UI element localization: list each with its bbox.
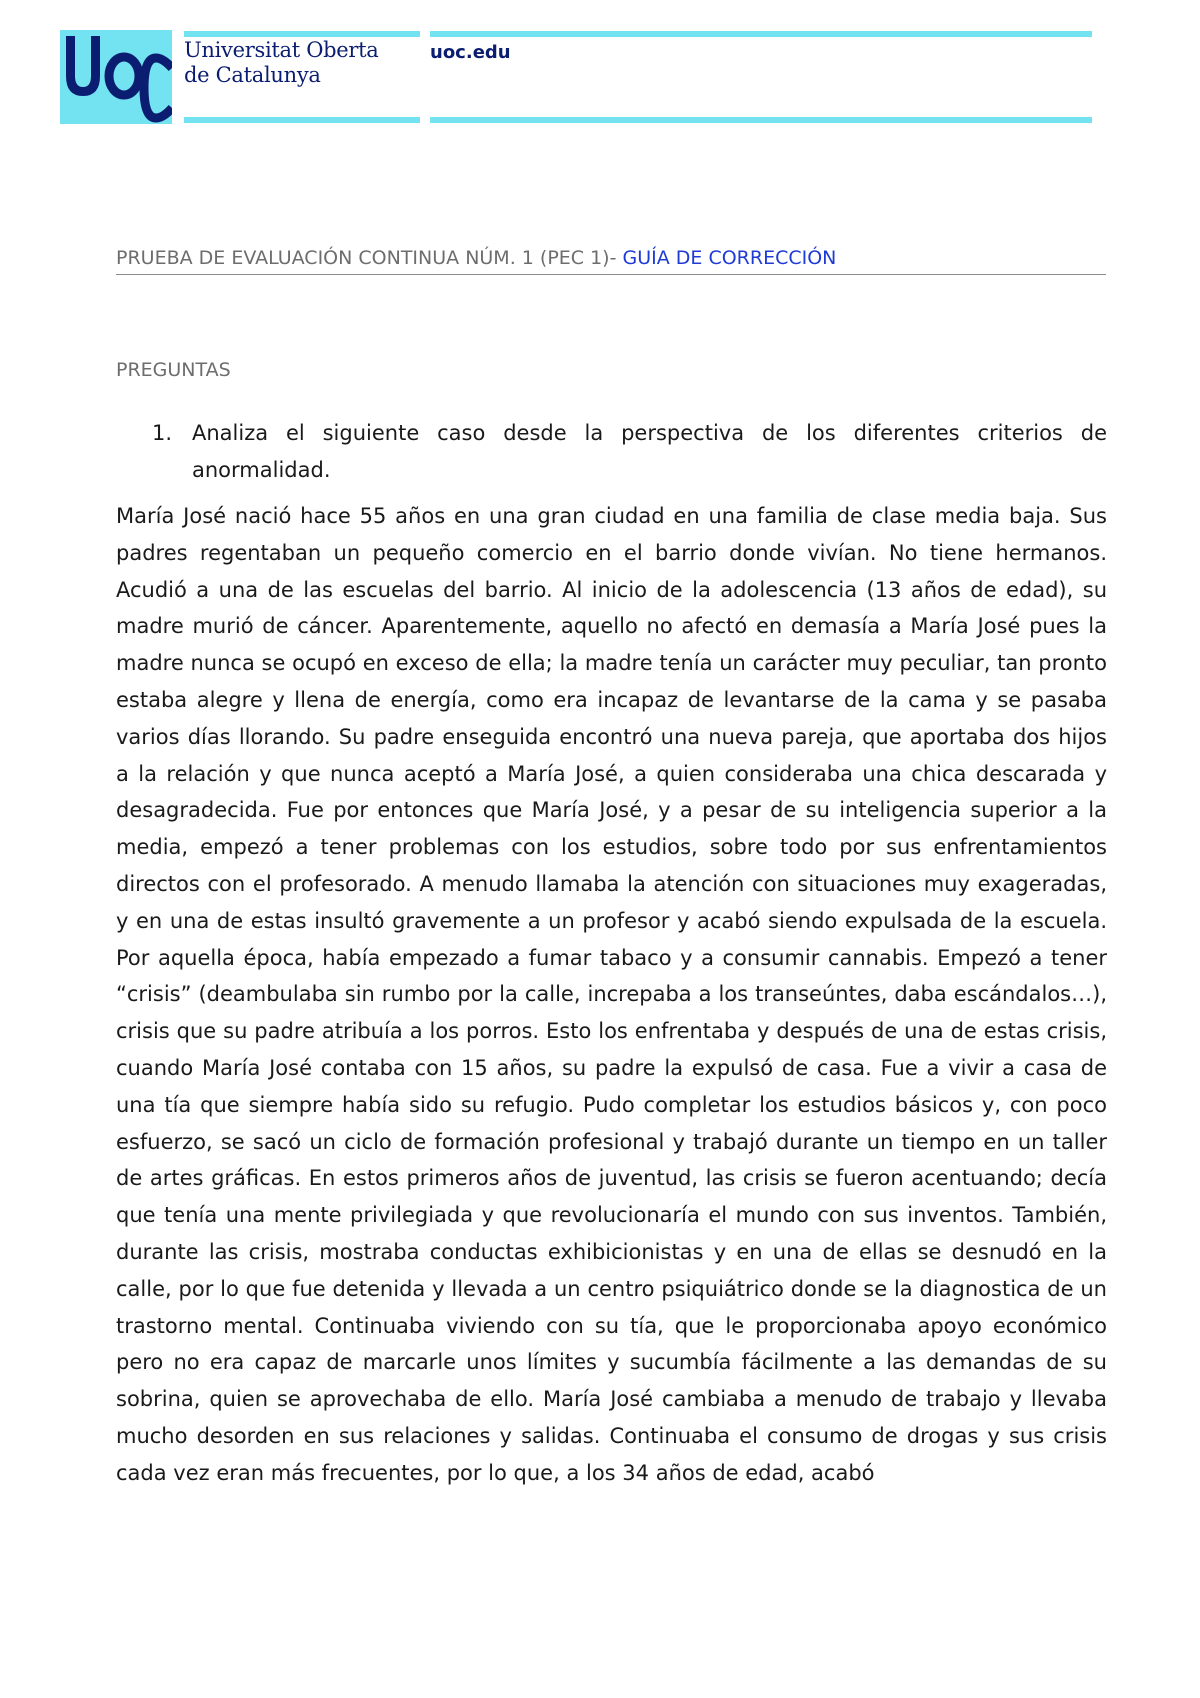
uoc-logo [60, 30, 172, 124]
uoc-logo-mark [60, 30, 172, 124]
case-paragraph: María José nació hace 55 años en una gran ciudad en una familia de clase media baja. Sus padres regentaban un pequeño comercio en el barrio donde vivían. No tiene hermanos. Acudió a una de las escuelas del barrio. Al inicio de la adolescencia (13 años de edad), su madre murió de cáncer. Aparentemente, aquello no afectó en demasía a María José pues la madre nunca se ocupó en exceso de ella; la madre tenía un carácter muy peculiar, tan pronto estaba alegre y llena de energía, como era incapaz de levantarse de la cama y se pasaba varios días llorando. Su padre enseguida encontró una nueva pareja, que aportaba dos hijos a la relación y que nunca aceptó a María José, a quien consideraba una chica descarada y desagradecida. Fue por entonces que María José, y a pesar de su inteligencia superior a la media, empezó a tener problemas con los estudios, sobre todo por sus enfrentamientos directos con el profesorado. A menudo llamaba la atención con situaciones muy exageradas, y en una de estas insultó gravemente a un profesor y acabó siendo expulsada de la escuela. Por aquella época, había empezado a fumar tabaco y a consumir cannabis. Empezó a tener “crisis” (deambulaba sin rumbo por la calle, increpaba a los transeúntes, daba escándalos…), crisis que su padre atribuía a los porros. Esto los enfrentaba y después de una de estas crisis, cuando María José contaba con 15 años, su padre la expulsó de casa. Fue a vivir a casa de una tía que siempre había sido su refugio. Pudo completar los estudios básicos y, con poco esfuerzo, se sacó un ciclo de formación profesional y trabajó durante un tiempo en un taller de artes gráficas. En estos primeros años de juventud, las crisis se fueron acentuando; decía que tenía una mente privilegiada y que revolucionaría el mundo con sus inventos. También, durante las crisis, mostraba conductas exhibicionistas y en una de ellas se desnudó en la calle, por lo que fue detenida y llevada a un centro psiquiátrico donde se la diagnostica de un trastorno mental. Continuaba viviendo con su tía, que le proporcionaba apoyo económico pero no era capaz de marcarle unos límites y sucumbía fácilmente a las demandas de su sobrina, quien se aprovechaba de ello. María José cambiaba a menudo de trabajo y llevaba mucho desorden en sus relaciones y salidas. Continuaba el consumo de drogas y sus crisis cada vez eran más frecuentes, por lo que, a los 34 años de edad, acabó [116, 504, 1107, 1485]
university-name [184, 38, 379, 88]
header-bar-bottom-left [184, 117, 420, 123]
question-text: Analiza el siguiente caso desde la perspectiva de los diferentes criterios de anormalidad. [192, 421, 1107, 482]
section-heading: PREGUNTAS [116, 359, 231, 381]
question-number: 1. [152, 421, 173, 445]
header-bar-bottom-right [430, 117, 1092, 123]
university-name-line2: de Catalunya [184, 63, 321, 87]
site-link[interactable]: uoc.edu [430, 42, 511, 63]
document-title-accent: GUÍA DE CORRECCIÓN [622, 247, 837, 269]
header-bar-top-right [430, 31, 1092, 37]
header-bar-top-left [184, 31, 420, 37]
university-name-line1: Universitat Oberta [184, 38, 379, 62]
document-title-main: PRUEBA DE EVALUACIÓN CONTINUA NÚM. 1 (PEC 1)- [116, 247, 623, 269]
document-title [116, 246, 1106, 275]
question-item [152, 415, 1107, 489]
